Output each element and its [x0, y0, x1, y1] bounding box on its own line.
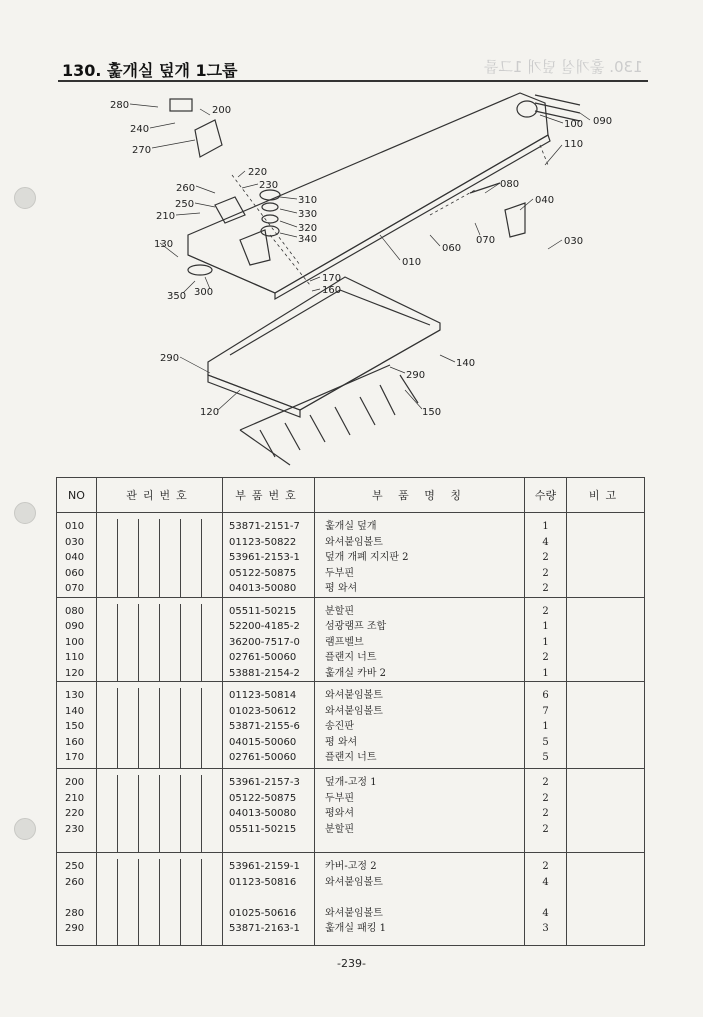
- table-row-group: [57, 769, 645, 853]
- qty-cell-line: 5: [542, 752, 549, 763]
- qty-cell-line: 2: [542, 567, 549, 579]
- part-no-cell-line: 53961-2159-1: [229, 861, 300, 872]
- part-name-cell: [315, 853, 525, 946]
- exploded-parts-diagram: [0, 85, 703, 470]
- no-cell: [57, 853, 97, 946]
- part-no-cell-line: 01123-50814: [229, 690, 297, 701]
- binder-hole: [14, 818, 36, 840]
- callout-label: 140: [456, 358, 476, 369]
- no-cell-line: 090: [65, 621, 85, 632]
- callout-label: 270: [132, 145, 152, 156]
- bleed-through-title: 130. 훑개실 덮개 1그룹: [484, 58, 643, 76]
- part-name-cell: [315, 513, 525, 598]
- qty-cell-line: 2: [542, 792, 549, 804]
- parts-table: [56, 477, 645, 946]
- part-name-cell: [315, 682, 525, 769]
- qty-cell-line: 1: [542, 636, 549, 648]
- qty-cell-line: 2: [542, 823, 549, 835]
- part-name-cell: [315, 769, 525, 853]
- part-name-cell-line: 와셔붙임볼트: [325, 690, 383, 701]
- callout-label: 030: [564, 236, 584, 247]
- callout-label: 100: [564, 119, 584, 130]
- no-cell-line: 150: [65, 721, 85, 732]
- callout-label: 290: [160, 353, 180, 364]
- management-no-cell: [97, 769, 223, 853]
- no-cell: [57, 513, 97, 598]
- table-row-group: [57, 513, 645, 598]
- no-cell-line: [65, 890, 96, 906]
- part-name-cell-line: [325, 890, 524, 906]
- part-name-cell-line: 평 와셔: [325, 583, 358, 594]
- callout-label: 170: [322, 273, 342, 284]
- part-no-cell-line: [229, 890, 314, 906]
- part-name-cell-line: 섬광램프 조합: [325, 621, 387, 632]
- table-row-group: [57, 597, 645, 682]
- no-cell: [57, 769, 97, 853]
- title-divider: [58, 80, 648, 82]
- no-cell-line: 080: [65, 605, 85, 617]
- part-no-cell-line: 01025-50616: [229, 907, 297, 919]
- qty-cell: [525, 597, 567, 682]
- part-no-cell-line: 02761-50060: [229, 752, 297, 763]
- callout-label: 160: [322, 285, 342, 296]
- part-name-cell-line: 와셔붙임볼트: [325, 536, 383, 548]
- callout-label: 080: [500, 179, 520, 190]
- no-cell-line: 100: [65, 636, 85, 648]
- part-no-cell-line: 04013-50080: [229, 808, 297, 819]
- qty-cell-line: 5: [542, 736, 549, 748]
- no-cell-line: 290: [65, 923, 85, 934]
- qty-cell-line: 1: [542, 667, 549, 679]
- no-cell-line: 060: [65, 567, 85, 579]
- header-no: NO: [57, 478, 97, 513]
- part-no-cell-line: 05122-50875: [229, 567, 297, 579]
- part-name-cell-line: 와셔붙임볼트: [325, 705, 383, 717]
- part-no-cell-line: 53871-2155-6: [229, 721, 300, 732]
- part-no-cell-line: 05122-50875: [229, 792, 297, 804]
- part-no-cell-line: 53881-2154-2: [229, 667, 300, 679]
- qty-cell: [525, 853, 567, 946]
- part-name-cell-line: 평 와셔: [325, 736, 358, 748]
- no-cell-line: 010: [65, 521, 85, 532]
- callout-label: 060: [442, 243, 462, 254]
- no-cell-line: 280: [65, 907, 85, 919]
- qty-cell-line: 1: [542, 721, 549, 732]
- header-part-name: 부 품 명 칭: [315, 478, 525, 513]
- no-cell-line: 170: [65, 752, 85, 763]
- part-no-cell-line: 04015-50060: [229, 736, 297, 748]
- part-no-cell-line: 05511-50215: [229, 823, 297, 835]
- part-no-cell-line: 01123-50816: [229, 876, 297, 888]
- part-name-cell-line: 두부핀: [325, 567, 354, 579]
- part-no-cell-line: 02761-50060: [229, 652, 297, 663]
- part-no-cell-line: 01023-50612: [229, 705, 297, 717]
- callout-label: 250: [175, 199, 195, 210]
- part-no-cell: [223, 513, 315, 598]
- qty-cell-line: 1: [542, 521, 549, 532]
- callout-label: 320: [298, 223, 318, 234]
- part-no-cell-line: 53961-2153-1: [229, 552, 300, 563]
- note-cell: [567, 513, 645, 598]
- no-cell-line: 200: [65, 777, 85, 788]
- note-cell: [567, 682, 645, 769]
- callout-label: 310: [298, 195, 318, 206]
- page-number: -239-: [337, 957, 366, 970]
- no-cell-line: 140: [65, 705, 85, 717]
- qty-cell-line: 2: [542, 777, 549, 788]
- callout-label: 220: [248, 167, 268, 178]
- header-qty: 수량: [525, 478, 567, 513]
- qty-cell-line: 2: [542, 605, 549, 617]
- callout-label: 200: [212, 105, 232, 116]
- part-name-cell-line: 송진판: [325, 721, 354, 732]
- management-no-cell: [97, 513, 223, 598]
- part-name-cell-line: 훑개실 카바 2: [325, 667, 387, 679]
- callout-label: 120: [200, 407, 220, 418]
- part-name-cell-line: 덮개-고정 1: [325, 777, 377, 788]
- no-cell-line: 260: [65, 876, 85, 888]
- table-row-group: [57, 682, 645, 769]
- part-name-cell-line: 분할핀: [325, 605, 354, 617]
- callout-label: 130: [154, 239, 174, 250]
- qty-cell-line: 2: [542, 861, 549, 872]
- qty-cell-line: 4: [542, 907, 549, 919]
- qty-cell-line: 6: [542, 690, 549, 701]
- header-part-no: 부품번호: [223, 478, 315, 513]
- qty-cell-line: 1: [542, 621, 549, 632]
- qty-cell-line: 3: [542, 923, 549, 934]
- callout-label: 070: [476, 235, 496, 246]
- callout-label: 230: [259, 180, 279, 191]
- part-name-cell-line: 두부핀: [325, 792, 354, 804]
- part-name-cell-line: 훑개실 패킹 1: [325, 923, 387, 934]
- part-no-cell: [223, 682, 315, 769]
- callout-label: 010: [402, 257, 422, 268]
- no-cell: [57, 682, 97, 769]
- qty-cell-line: [525, 890, 566, 906]
- no-cell: [57, 597, 97, 682]
- part-no-cell: [223, 597, 315, 682]
- qty-cell-line: 4: [542, 536, 549, 548]
- part-no-cell-line: 05511-50215: [229, 605, 297, 617]
- callout-label: 110: [564, 139, 584, 150]
- binder-hole: [14, 502, 36, 524]
- callout-label: 260: [176, 183, 196, 194]
- page-title: 130. 훑개실 덮개 1그룹: [62, 61, 238, 80]
- part-name-cell-line: 플랜지 너트: [325, 752, 377, 763]
- part-no-cell-line: 01123-50822: [229, 536, 297, 548]
- part-name-cell-line: 램프벨브: [325, 636, 364, 648]
- part-no-cell-line: 36200-7517-0: [229, 636, 300, 648]
- management-no-cell: [97, 853, 223, 946]
- part-name-cell: [315, 597, 525, 682]
- qty-cell: [525, 513, 567, 598]
- no-cell-line: 130: [65, 690, 85, 701]
- part-name-cell-line: 평와셔: [325, 808, 354, 819]
- no-cell-line: 230: [65, 823, 85, 835]
- callout-label: 330: [298, 209, 318, 220]
- callout-label: 090: [593, 116, 613, 127]
- part-name-cell-line: 카버-고정 2: [325, 861, 377, 872]
- no-cell-line: 040: [65, 552, 85, 563]
- callout-label: 290: [406, 370, 426, 381]
- note-cell: [567, 597, 645, 682]
- qty-cell-line: 7: [542, 705, 549, 717]
- part-name-cell-line: 분할핀: [325, 823, 354, 835]
- qty-cell: [525, 769, 567, 853]
- header-note: 비고: [567, 478, 645, 513]
- table-header-row: [57, 478, 645, 513]
- note-cell: [567, 769, 645, 853]
- no-cell-line: 210: [65, 792, 85, 804]
- part-no-cell: [223, 853, 315, 946]
- part-no-cell: [223, 769, 315, 853]
- part-no-cell-line: 53961-2157-3: [229, 777, 300, 788]
- no-cell-line: 070: [65, 583, 85, 594]
- part-name-cell-line: 덮개 개폐 지지판 2: [325, 552, 409, 563]
- no-cell-line: 110: [65, 652, 85, 663]
- callout-label: 240: [130, 124, 150, 135]
- part-no-cell-line: 53871-2151-7: [229, 521, 300, 532]
- callout-label: 280: [110, 100, 130, 111]
- management-no-cell: [97, 597, 223, 682]
- management-no-cell: [97, 682, 223, 769]
- no-cell-line: 030: [65, 536, 85, 548]
- no-cell-line: 160: [65, 736, 85, 748]
- part-name-cell-line: 훑개실 덮개: [325, 521, 377, 532]
- header-management-no: 관리번호: [97, 478, 223, 513]
- qty-cell-line: 2: [542, 552, 549, 563]
- part-no-cell-line: 04013-50080: [229, 583, 297, 594]
- qty-cell-line: 4: [542, 876, 549, 888]
- callout-label: 340: [298, 234, 318, 245]
- part-name-cell-line: 와셔붙임볼트: [325, 907, 383, 919]
- qty-cell-line: 2: [542, 652, 549, 663]
- callout-label: 210: [156, 211, 176, 222]
- part-no-cell-line: 52200-4185-2: [229, 621, 300, 632]
- note-cell: [567, 853, 645, 946]
- callout-label: 040: [535, 195, 555, 206]
- qty-cell: [525, 682, 567, 769]
- callout-label: 150: [422, 407, 442, 418]
- no-cell-line: 220: [65, 808, 85, 819]
- table-row-group: [57, 853, 645, 946]
- part-no-cell-line: 53871-2163-1: [229, 923, 300, 934]
- qty-cell-line: 2: [542, 583, 549, 594]
- no-cell-line: 250: [65, 861, 85, 872]
- qty-cell-line: 2: [542, 808, 549, 819]
- cover-panel: [188, 93, 548, 293]
- callout-label: 350: [167, 291, 187, 302]
- no-cell-line: 120: [65, 667, 85, 679]
- part-name-cell-line: 플랜지 너트: [325, 652, 377, 663]
- callout-label: 300: [194, 287, 214, 298]
- part-name-cell-line: 와셔붙임볼트: [325, 876, 383, 888]
